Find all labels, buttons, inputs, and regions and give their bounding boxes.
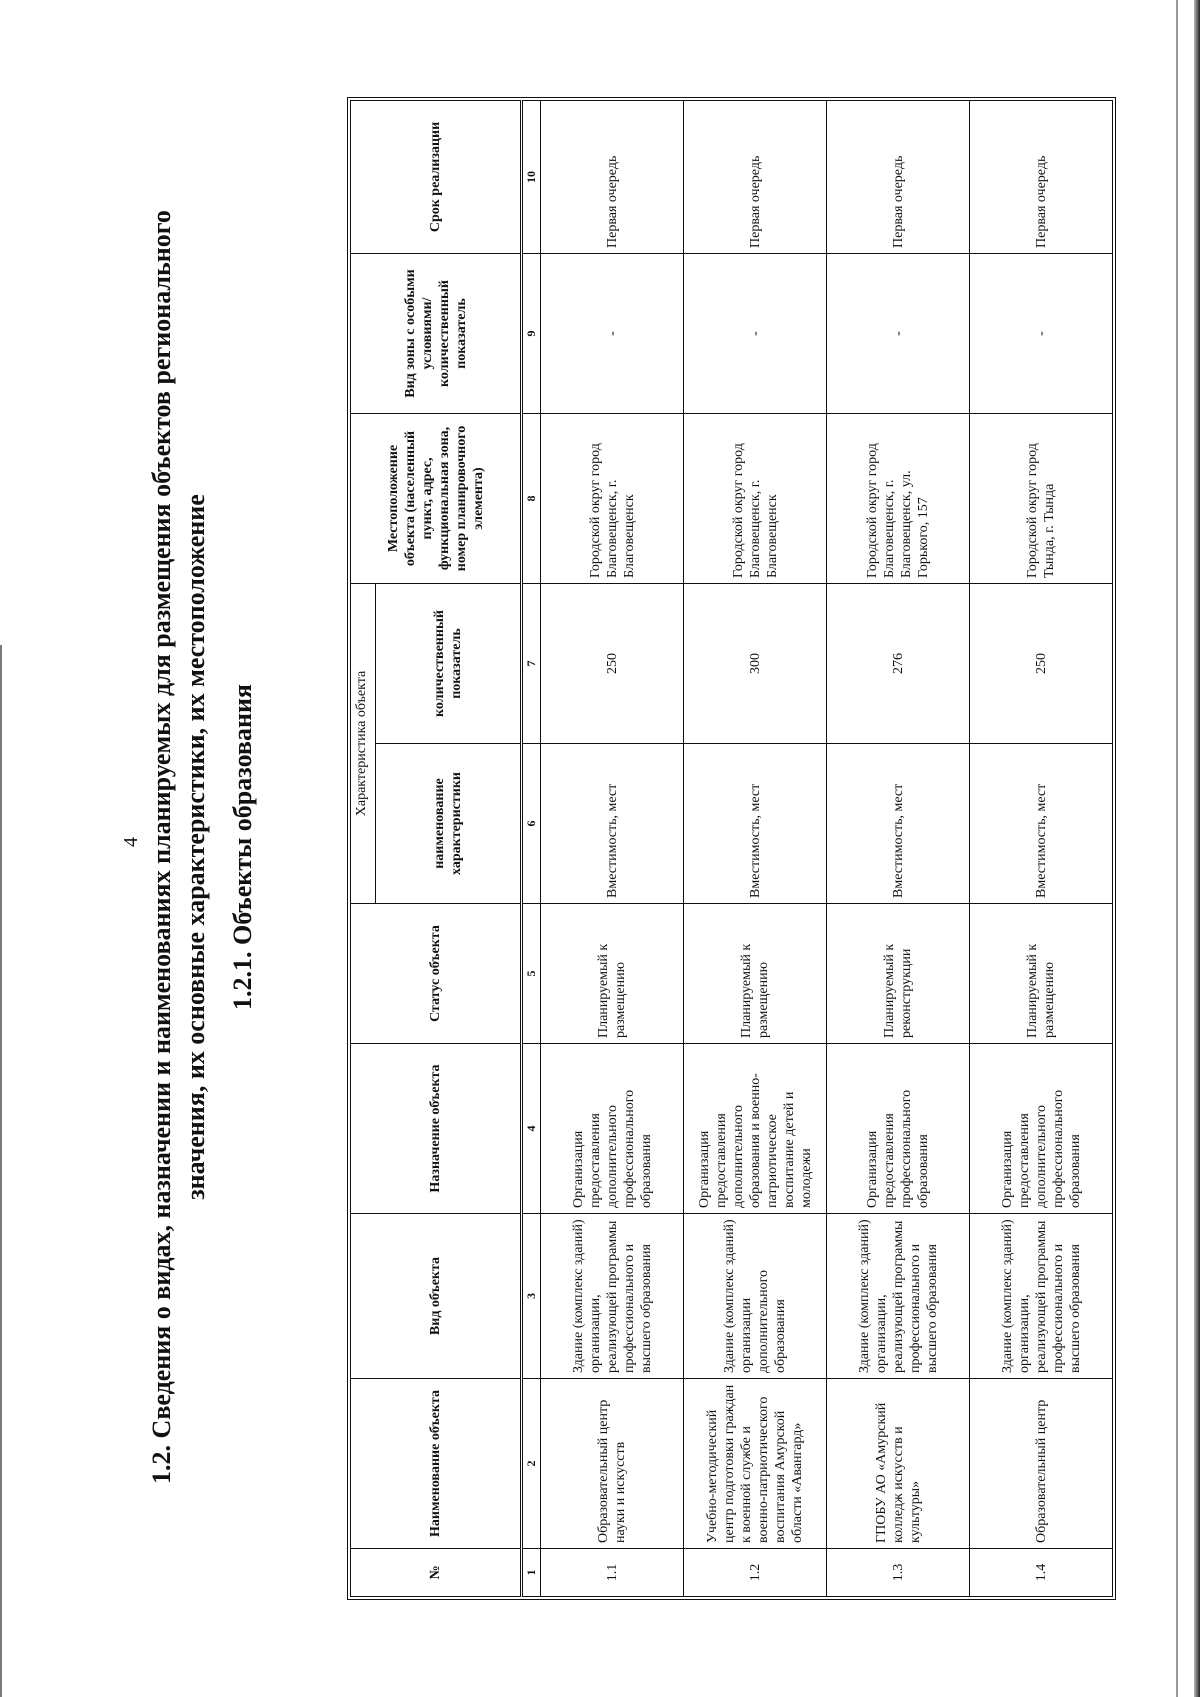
header-characteristics: Характеристика объекта bbox=[351, 584, 376, 904]
cell-char-name: Вместимость, мест bbox=[827, 744, 970, 904]
table-row bbox=[970, 101, 1113, 1597]
cell-zone: - bbox=[684, 254, 827, 414]
cell-char-value: 300 bbox=[684, 584, 827, 744]
cell-purpose: Организация предоставления профессионального образования bbox=[827, 1044, 970, 1214]
section-heading-line2: значения, их основные характеристики, их местоположение bbox=[181, 494, 210, 1200]
cell-status: Планируемый к размещению bbox=[970, 904, 1113, 1044]
cell-name: ГПОБУ АО «Амурский колледж искусств и культуры» bbox=[827, 1379, 970, 1549]
cell-location: Городской округ город Благовещенск, г. Благовещенск bbox=[541, 414, 684, 584]
column-number: 3 bbox=[522, 1214, 541, 1379]
column-number: 1 bbox=[522, 1549, 541, 1597]
section-heading-line1: 1.2. Сведения о видах, назначении и наименованиях планируемых для размещения объектов регионального bbox=[147, 210, 176, 1484]
cell-status: Планируемый к размещению bbox=[541, 904, 684, 1044]
column-number: 5 bbox=[522, 904, 541, 1044]
cell-term: Первая очередь bbox=[541, 101, 684, 254]
objects-table bbox=[350, 100, 1113, 1597]
table-row bbox=[541, 101, 684, 1597]
column-number-row bbox=[522, 101, 541, 1597]
column-number: 2 bbox=[522, 1379, 541, 1549]
cell-status: Планируемый к реконструкции bbox=[827, 904, 970, 1044]
cell-num: 1.4 bbox=[970, 1549, 1113, 1597]
column-number: 8 bbox=[522, 414, 541, 584]
header-name: Наименование объекта bbox=[351, 1379, 522, 1549]
header-char-name: наименование характеристики bbox=[376, 744, 522, 904]
section-heading bbox=[145, 127, 213, 1567]
cell-name: Учебно-методический центр подготовки граждан к военной службе и военно-патриотического воспитания Амурской области «Авангард» bbox=[684, 1379, 827, 1549]
cell-type: Здание (комплекс зданий) организации, реализующей программы профессионального и высшего образования bbox=[970, 1214, 1113, 1379]
cell-location: Городской округ город Тында, г. Тында bbox=[970, 414, 1113, 584]
header-num: № bbox=[351, 1549, 522, 1597]
header-zone: Вид зоны с особыми условиями/ количественный показатель bbox=[351, 254, 522, 414]
cell-term: Первая очередь bbox=[827, 101, 970, 254]
cell-zone: - bbox=[827, 254, 970, 414]
header-type: Вид объекта bbox=[351, 1214, 522, 1379]
cell-status: Планируемый к размещению bbox=[684, 904, 827, 1044]
cell-purpose: Организация предоставления дополнительного профессионального образования bbox=[970, 1044, 1113, 1214]
cell-char-name: Вместимость, мест bbox=[684, 744, 827, 904]
cell-char-value: 276 bbox=[827, 584, 970, 744]
header-char-value: количественный показатель bbox=[376, 584, 522, 744]
cell-char-value: 250 bbox=[541, 584, 684, 744]
column-number: 6 bbox=[522, 744, 541, 904]
cell-type: Здание (комплекс зданий) организации дополнительного образования bbox=[684, 1214, 827, 1379]
cell-type: Здание (комплекс зданий) организации, реализующей программы профессионального и высшего образования bbox=[541, 1214, 684, 1379]
column-number: 10 bbox=[522, 101, 541, 254]
column-number: 4 bbox=[522, 1044, 541, 1214]
table-row bbox=[684, 101, 827, 1597]
cell-purpose: Организация предоставления дополнительного профессионального образования bbox=[541, 1044, 684, 1214]
header-location: Местоположение объекта (населенный пункт, адрес, функциональная зона, номер планировочного элемента) bbox=[351, 414, 522, 584]
cell-num: 1.2 bbox=[684, 1549, 827, 1597]
table-header-row bbox=[351, 101, 376, 1597]
cell-char-name: Вместимость, мест bbox=[541, 744, 684, 904]
cell-num: 1.1 bbox=[541, 1549, 684, 1597]
cell-location: Городской округ город Благовещенск, г. Благовещенск bbox=[684, 414, 827, 584]
page-number: 4 bbox=[120, 837, 142, 847]
cell-type: Здание (комплекс зданий) организации, реализующей программы профессионального и высшего образования bbox=[827, 1214, 970, 1379]
cell-char-name: Вместимость, мест bbox=[970, 744, 1113, 904]
cell-name: Образовательный центр науки и искусств bbox=[541, 1379, 684, 1549]
cell-term: Первая очередь bbox=[684, 101, 827, 254]
cell-char-value: 250 bbox=[970, 584, 1113, 744]
cell-location: Городской округ город Благовещенск, г. Благовещенск, ул. Горького, 157 bbox=[827, 414, 970, 584]
cell-zone: - bbox=[541, 254, 684, 414]
cell-num: 1.3 bbox=[827, 1549, 970, 1597]
cell-zone: - bbox=[970, 254, 1113, 414]
column-number: 7 bbox=[522, 584, 541, 744]
subsection-heading: 1.2.1. Объекты образования bbox=[228, 684, 257, 1011]
header-term: Срок реализации bbox=[351, 101, 522, 254]
column-number: 9 bbox=[522, 254, 541, 414]
cell-term: Первая очередь bbox=[970, 101, 1113, 254]
table-row bbox=[827, 101, 970, 1597]
cell-name: Образовательный центр bbox=[970, 1379, 1113, 1549]
header-status: Статус объекта bbox=[351, 904, 522, 1044]
header-purpose: Назначение объекта bbox=[351, 1044, 522, 1214]
cell-purpose: Организация предоставления дополнительного образования и военно-патриотическое воспитание детей и молодежи bbox=[684, 1044, 827, 1214]
